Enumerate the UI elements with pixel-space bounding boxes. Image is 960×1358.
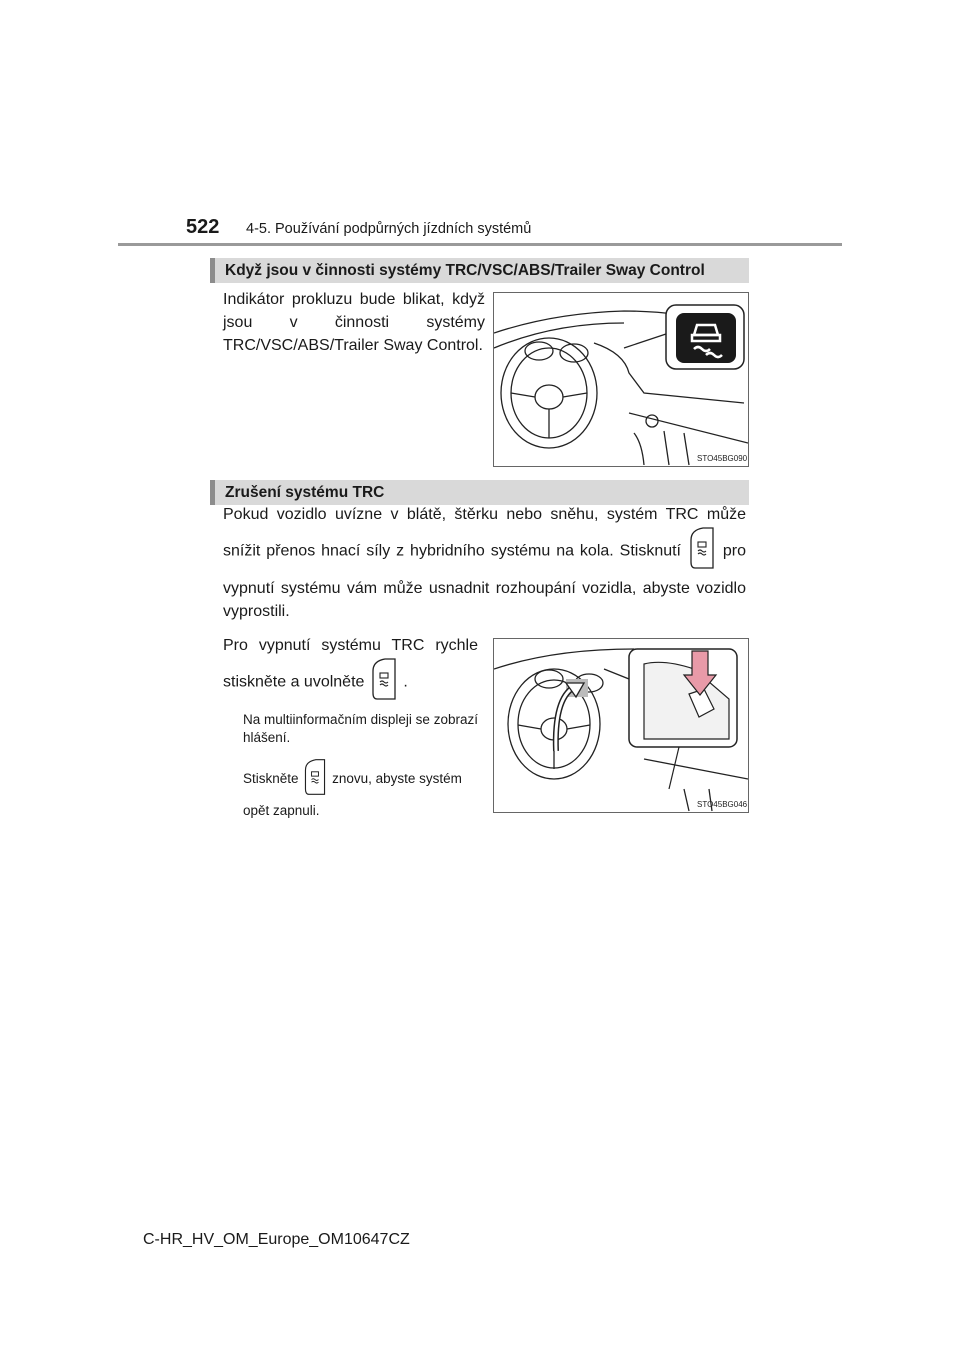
section-title: 4-5. Používání podpůrných jízdních systémů: [246, 221, 532, 237]
instruction-part2: .: [403, 673, 408, 691]
note2-part1: Stiskněte: [243, 771, 299, 787]
trc-off-explanation: [223, 503, 746, 623]
figure-slip-indicator: [493, 292, 749, 467]
note-display-message: Na multiinformačním displeji se zobrazí hlášení.: [243, 712, 478, 745]
page-number: 522: [186, 216, 220, 238]
section-heading-trc-vsc-abs: Když jsou v činnosti systémy TRC/VSC/ABS/Trailer Sway Control: [210, 258, 749, 283]
slip-indicator-text: Indikátor prokluzu bude blikat, když jsou v činnosti systémy TRC/VSC/ABS/Trailer Sway Control.: [223, 291, 485, 354]
trc-off-text-part1: Pokud vozidlo uvízne v blátě, štěrku nebo sněhu, systém TRC může snížit přenos hnací síly z hybridního systému na kola. Stisknutí: [223, 506, 746, 560]
trc-off-text-part2: pro vypnutí systému vám může usnadnit rozhoupání vozidla, abyste vozidlo vyprostili.: [223, 542, 747, 620]
figure-code: STO45BG090: [697, 454, 748, 463]
trc-off-instruction: [223, 634, 478, 708]
vsc-off-switch-icon: [369, 657, 399, 708]
figure-code: STO45BG046: [697, 800, 748, 809]
document-id: C-HR_HV_OM_Europe_OM10647CZ: [143, 1231, 410, 1248]
vsc-off-switch-icon: [687, 526, 717, 577]
note2-part2: znovu, abyste systém opět zapnuli.: [243, 771, 462, 818]
switch-callout: [629, 649, 737, 789]
figure-trc-switch: [493, 638, 749, 813]
slip-indicator-callout: [666, 305, 744, 369]
note-turn-on-again: [243, 757, 478, 820]
instruction-part1: Pro vypnutí systému TRC rychle stiskněte a uvolněte: [223, 637, 478, 691]
dashboard-illustration: [494, 293, 748, 466]
vsc-off-switch-icon: [302, 757, 328, 802]
section-heading-trc-off: Zrušení systému TRC: [210, 480, 749, 505]
header-rule: [118, 243, 842, 246]
switch-illustration: [494, 639, 748, 812]
